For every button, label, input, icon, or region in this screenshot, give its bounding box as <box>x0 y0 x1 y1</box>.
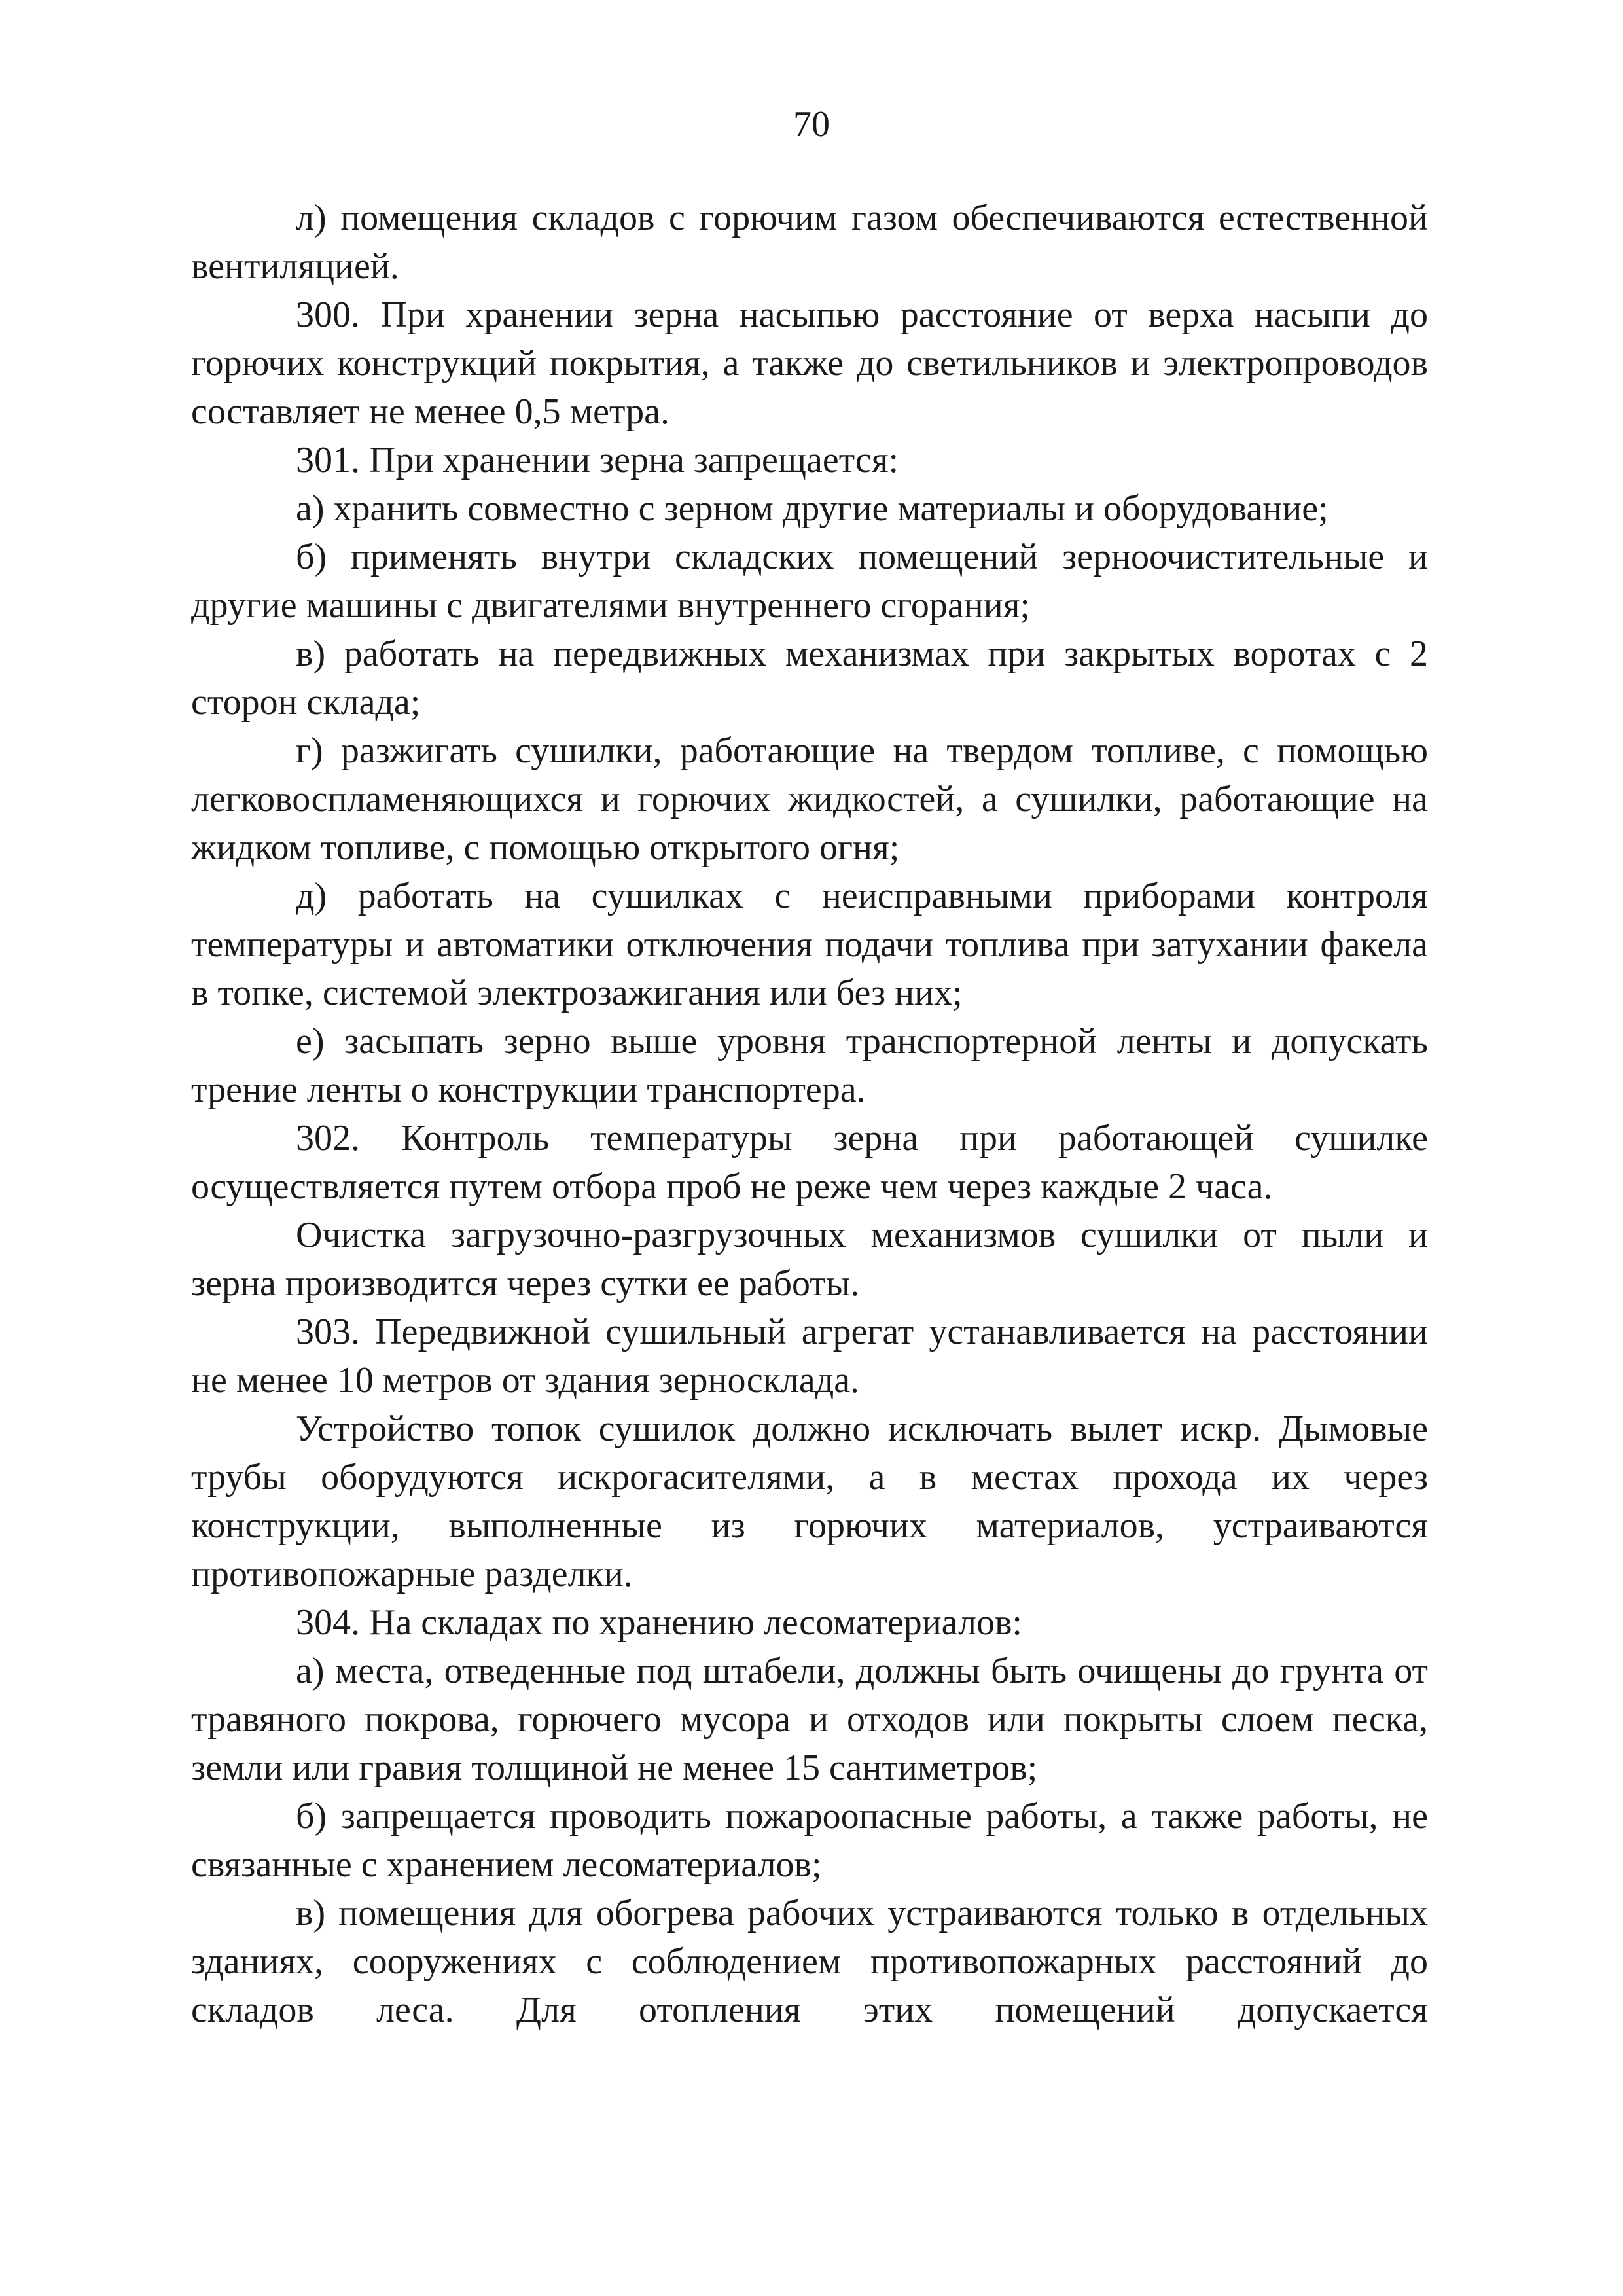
paragraph-301-g: г) разжигать сушилки, работающие на твердом топливе, с помощью легковоспламеняющихся и горючих жидкостей, а сушилки, работающие на жидком топливе, с помощью открытого огня; <box>191 730 1428 868</box>
paragraph-301: 301. При хранении зерна запрещается: <box>296 440 899 480</box>
paragraph-301-v: в) работать на передвижных механизмах при закрытых воротах с 2 сторон склада; <box>191 634 1428 723</box>
paragraph-301-a: а) хранить совместно с зерном другие материалы и оборудование; <box>296 488 1329 529</box>
paragraph-304-a: а) места, отведенные под штабели, должны быть очищены до грунта от травяного покрова, горючего мусора и отходов или покрыты слоем песка, земли или гравия толщиной не менее 15 сантиметров; <box>191 1651 1428 1788</box>
paragraph-300: 300. При хранении зерна насыпью расстояние от верха насыпи до горючих конструкций покрытия, а также до светильников и электропроводов составляет не менее 0,5 метра. <box>191 295 1428 432</box>
paragraph-303: 303. Передвижной сушильный агрегат устанавливается на расстоянии не менее 10 метров от здания зерносклада. <box>191 1312 1428 1401</box>
paragraph-303-furnaces: Устройство топок сушилок должно исключать вылет искр. Дымовые трубы оборудуются искрогасителями, а в местах прохода их через конструкции, выполненные из горючих материалов, устраиваются противопожарные разделки. <box>191 1408 1428 1594</box>
paragraph-304: 304. На складах по хранению лесоматериалов: <box>296 1602 1022 1643</box>
paragraph-301-e: е) засыпать зерно выше уровня транспортерной ленты и допускать трение ленты о конструкции транспортера. <box>191 1021 1428 1110</box>
paragraph-304-b: б) запрещается проводить пожароопасные работы, а также работы, не связанные с хранением лесоматериалов; <box>191 1796 1428 1885</box>
paragraph-l-gas-storage: л) помещения складов с горючим газом обеспечиваются естественной вентиляцией. <box>191 198 1428 287</box>
paragraph-301-d: д) работать на сушилках с неисправными приборами контроля температуры и автоматики отключения подачи топлива при затухании факела в топке, системой электрозажигания или без них; <box>191 876 1428 1013</box>
paragraph-302-cleaning: Очистка загрузочно-разгрузочных механизмов сушилки от пыли и зерна производится через сутки ее работы. <box>191 1215 1428 1304</box>
paragraph-301-b: б) применять внутри складских помещений зерноочистительные и другие машины с двигателями внутреннего сгорания; <box>191 537 1428 626</box>
paragraph-302: 302. Контроль температуры зерна при работающей сушилке осуществляется путем отбора проб не реже чем через каждые 2 часа. <box>191 1118 1428 1207</box>
page-number: 70 <box>793 104 830 145</box>
paragraph-304-v: в) помещения для обогрева рабочих устраиваются только в отдельных зданиях, сооружениях с соблюдением противопожарных расстояний до складов леса. Для отопления этих помещений допускается <box>191 1893 1428 2030</box>
document-body <box>191 194 1428 2034</box>
